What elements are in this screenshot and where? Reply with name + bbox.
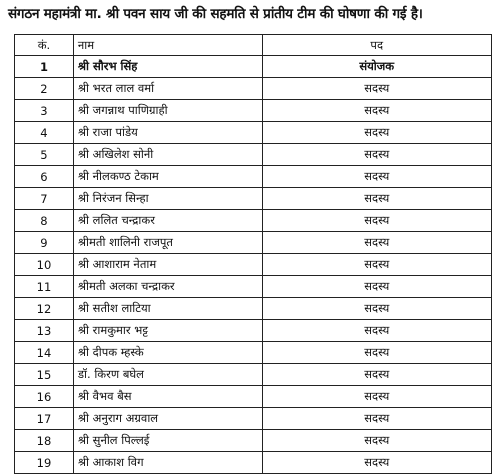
row-post: सदस्य: [262, 320, 492, 342]
table-row: [15, 364, 492, 386]
table-header-row: [15, 35, 492, 56]
row-name: श्रीमती अलका चन्द्राकर: [73, 276, 262, 298]
table-row: [15, 430, 492, 452]
row-name: श्री सतीश लाटिया: [73, 298, 262, 320]
table-row: [15, 320, 492, 342]
table-row: [15, 100, 492, 122]
row-post: सदस्य: [262, 452, 492, 474]
row-name: श्री आकाश विग: [73, 452, 262, 474]
row-name: श्री नीलकण्ठ टेकाम: [73, 166, 262, 188]
table-row: [15, 408, 492, 430]
row-serial: 5: [15, 144, 74, 166]
row-name: श्री अखिलेश सोनी: [73, 144, 262, 166]
header-name: नाम: [73, 35, 262, 56]
table-row: [15, 210, 492, 232]
row-serial: 15: [15, 364, 74, 386]
row-post: सदस्य: [262, 100, 492, 122]
row-serial: 19: [15, 452, 74, 474]
page-heading: संगठन महामंत्री मा. श्री पवन साय जी की सहमति से प्रांतीय टीम की घोषणा की गई है।: [8, 6, 423, 22]
row-name: श्री दीपक म्हस्के: [73, 342, 262, 364]
row-post: सदस्य: [262, 408, 492, 430]
row-post: सदस्य: [262, 342, 492, 364]
table-row: [15, 188, 492, 210]
row-post: सदस्य: [262, 144, 492, 166]
header-serial: कं.: [15, 35, 74, 56]
row-post: सदस्य: [262, 188, 492, 210]
row-post: सदस्य: [262, 364, 492, 386]
row-post: सदस्य: [262, 78, 492, 100]
row-serial: 16: [15, 386, 74, 408]
row-post: संयोजक: [262, 56, 492, 78]
row-name: श्री आशाराम नेताम: [73, 254, 262, 276]
row-name: श्री सुनील पिल्लई: [73, 430, 262, 452]
row-name: डॉ. किरण बघेल: [73, 364, 262, 386]
row-post: सदस्य: [262, 298, 492, 320]
row-name: श्री जगन्नाथ पाणिग्राही: [73, 100, 262, 122]
table-row: [15, 452, 492, 474]
row-name: श्री वैभव बैस: [73, 386, 262, 408]
row-serial: 7: [15, 188, 74, 210]
table-row: [15, 78, 492, 100]
row-name: श्री राजा पांडेय: [73, 122, 262, 144]
row-serial: 2: [15, 78, 74, 100]
table-row: [15, 254, 492, 276]
team-table: [14, 34, 492, 474]
row-serial: 14: [15, 342, 74, 364]
row-name: श्री भरत लाल वर्मा: [73, 78, 262, 100]
row-serial: 18: [15, 430, 74, 452]
table-body: [15, 56, 492, 474]
row-name: श्री अनुराग अग्रवाल: [73, 408, 262, 430]
row-serial: 17: [15, 408, 74, 430]
row-serial: 4: [15, 122, 74, 144]
row-post: सदस्य: [262, 232, 492, 254]
row-post: सदस्य: [262, 430, 492, 452]
row-post: सदस्य: [262, 166, 492, 188]
table-row: [15, 298, 492, 320]
row-post: सदस्य: [262, 276, 492, 298]
row-serial: 11: [15, 276, 74, 298]
row-post: सदस्य: [262, 386, 492, 408]
table-row: [15, 166, 492, 188]
row-name: श्रीमती शालिनी राजपूत: [73, 232, 262, 254]
table-row: [15, 276, 492, 298]
table-row: [15, 342, 492, 364]
table-row: [15, 232, 492, 254]
row-serial: 8: [15, 210, 74, 232]
row-serial: 3: [15, 100, 74, 122]
row-name: श्री ललित चन्द्राकर: [73, 210, 262, 232]
row-name: श्री रामकुमार भट्ट: [73, 320, 262, 342]
table-row: [15, 56, 492, 78]
row-post: सदस्य: [262, 122, 492, 144]
row-serial: 9: [15, 232, 74, 254]
row-serial: 6: [15, 166, 74, 188]
row-serial: 10: [15, 254, 74, 276]
row-name: श्री सौरभ सिंह: [73, 56, 262, 78]
table-row: [15, 122, 492, 144]
row-post: सदस्य: [262, 254, 492, 276]
table-row: [15, 386, 492, 408]
row-serial: 12: [15, 298, 74, 320]
row-serial: 13: [15, 320, 74, 342]
table-row: [15, 144, 492, 166]
row-name: श्री निरंजन सिन्हा: [73, 188, 262, 210]
row-serial: 1: [15, 56, 74, 78]
row-post: सदस्य: [262, 210, 492, 232]
header-post: पद: [262, 35, 492, 56]
